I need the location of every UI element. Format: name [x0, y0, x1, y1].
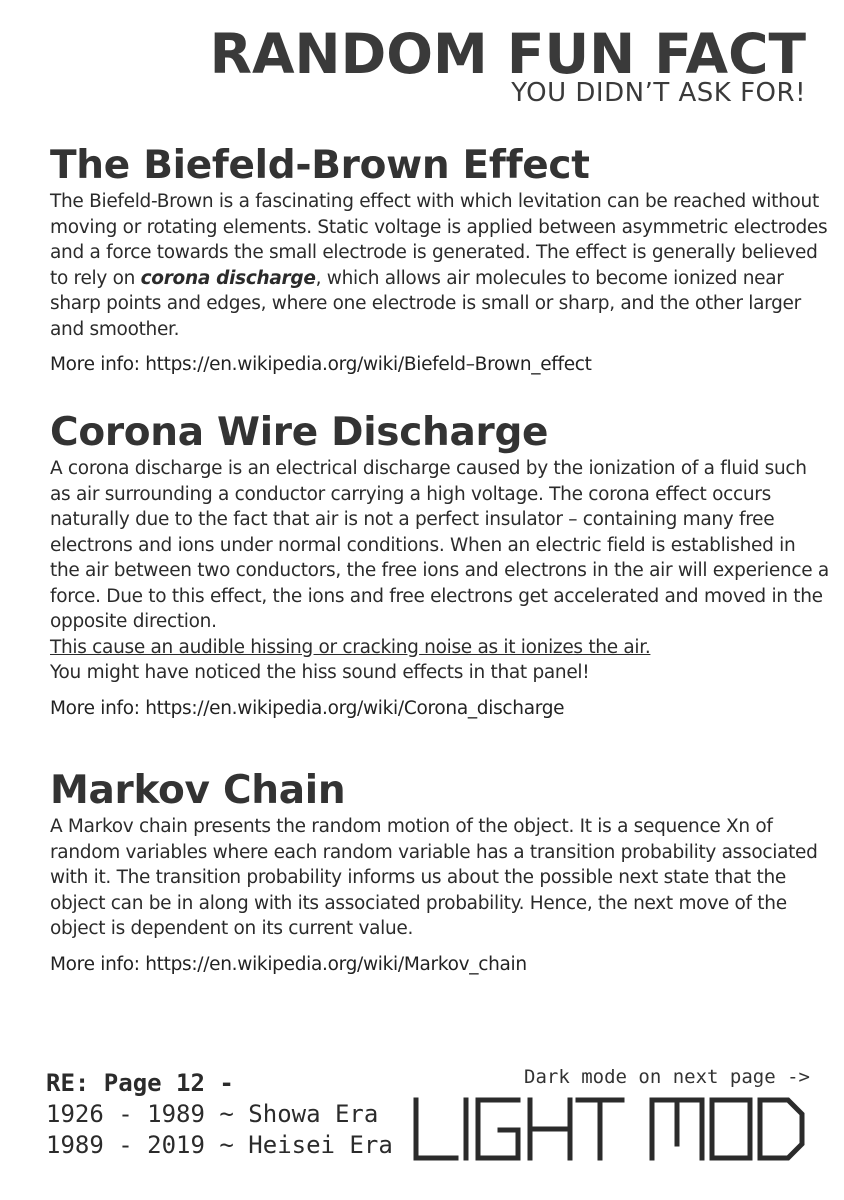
dark-mode-note: Dark mode on next page ->: [524, 1066, 810, 1088]
era-heisei: 1989 - 2019 ~ Heisei Era: [46, 1131, 393, 1159]
section-corona-wire: [50, 410, 830, 719]
section-title: Markov Chain: [50, 768, 346, 813]
section-title: Corona Wire Discharge: [50, 410, 549, 455]
body-text: A corona discharge is an electrical discharge caused by the ionization of a fluid such as air surrounding a conductor carrying a high voltage. The corona effect occurs naturally due to the fact that air is not a perfect insulator – containing many free electrons and ions under normal conditions. When an electric field is established in the air between two conductors, the free ions and electrons in the air will experience a force. Due to this effect, the ions and free electrons get accelerated and moved in the opposite direction.: [50, 458, 829, 632]
section-markov-chain: [50, 768, 830, 975]
section-biefeld-brown: [50, 143, 830, 375]
body-text: A Markov chain presents the random motion of the object. It is a sequence Xn of random variables where each random variable has a transition probability associated with it. The transition probability informs us about the possible next state that the object can be in along with its associated probability. Hence, the next move of the object is dependent on its current value.: [50, 816, 818, 939]
era-showa: 1926 - 1989 ~ Showa Era: [46, 1100, 379, 1128]
more-info-link[interactable]: More info: https://en.wikipedia.org/wiki/Biefeld–Brown_effect: [50, 354, 592, 375]
underlined-text: This cause an audible hissing or cracking noise as it ionizes the air.: [50, 636, 651, 658]
section-body: [50, 814, 830, 942]
page-header: [210, 22, 806, 106]
body-text: The Biefeld-Brown is a fascinating effect with which levitation can be reached without moving or rotating elements. Static voltage is applied between asymmetric electrodes and a force towards the small electrode is generated. The effect is generally believed to rely on: [50, 191, 828, 289]
page-title: RANDOM FUN FACT: [209, 22, 806, 86]
more-info-link[interactable]: More info: https://en.wikipedia.org/wiki/Markov_chain: [50, 953, 527, 975]
footer-mode: [410, 1066, 810, 1162]
emphasized-term: corona discharge: [140, 267, 316, 289]
section-title: The Biefeld-Brown Effect: [50, 143, 590, 188]
light-mode-logo: [410, 1096, 810, 1162]
more-info-link[interactable]: More info: https://en.wikipedia.org/wiki/Corona_discharge: [50, 697, 565, 719]
page-subtitle: YOU DIDN’T ASK FOR!: [511, 78, 806, 108]
section-body: [50, 456, 830, 686]
page-reference: RE: Page 12 -: [46, 1069, 234, 1097]
footer-era-notes: [46, 1068, 393, 1161]
body-text-continued: , which allows air molecules to become ionized near sharp points and edges, where one electrode is small or sharp, and the other larger and smoother.: [50, 267, 801, 340]
section-body: [50, 189, 830, 342]
note-text: You might have noticed the hiss sound effects in that panel!: [50, 662, 590, 683]
